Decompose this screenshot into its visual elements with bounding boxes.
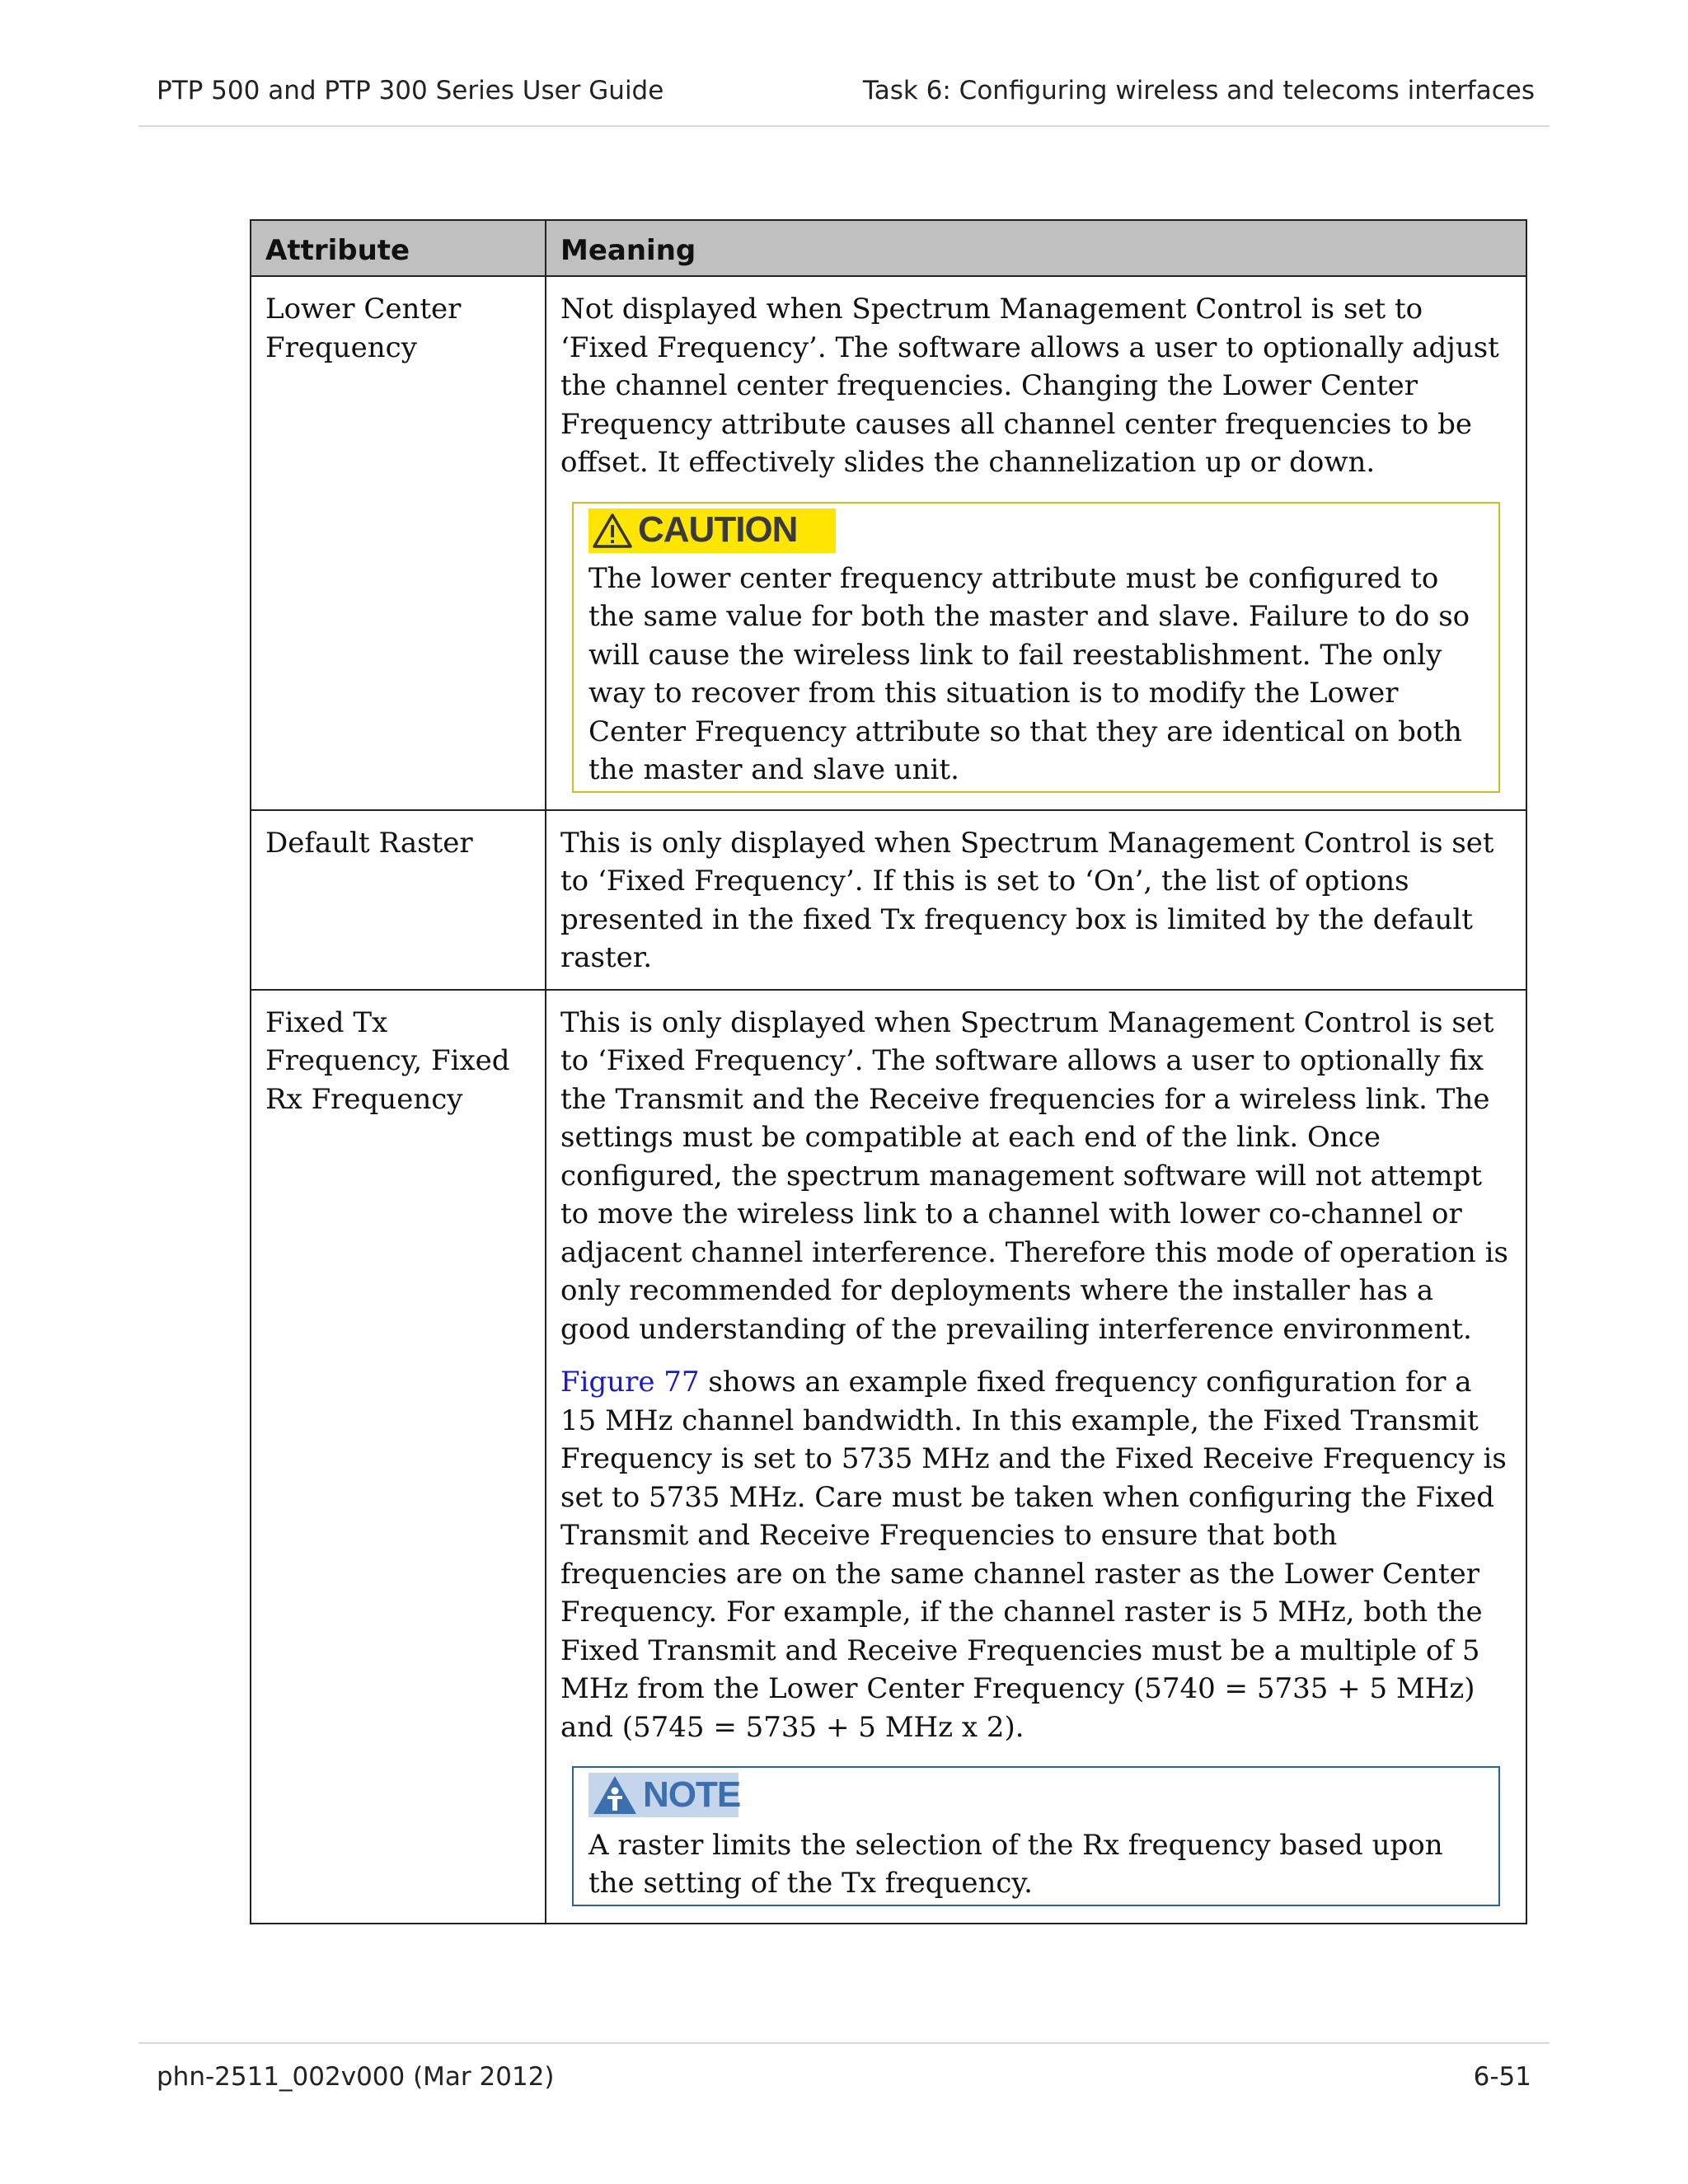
- header-section-title: Task 6: Configuring wireless and telecoms interfaces: [862, 76, 1535, 105]
- warning-triangle-icon: [592, 513, 633, 549]
- figure-paragraph-text: shows an example fixed frequency configuration for a 15 MHz channel bandwidth. In this example, the Fixed Transmit Frequency is set to 5735 MHz and the Fixed Receive Frequency is set to 5735 MHz. Care must be taken when configuring the Fixed Transmit and Receive Frequencies to ensure that both frequencies are on the same channel raster as the Lower Center Frequency. For example, if the channel raster is 5 MHz, both the Fixed Transmit and Receive Frequencies must be a multiple of 5 MHz from the Lower Center Frequency (5740 = 5735 + 5 MHz) and (5745 = 5735 + 5 MHz x 2).: [560, 1366, 1507, 1744]
- column-header-meaning: Meaning: [546, 220, 1526, 276]
- note-text: A raster limits the selection of the Rx frequency based upon the setting of the Tx frequency.: [588, 1828, 1443, 1900]
- attribute-cell: Fixed Tx Frequency, Fixed Rx Frequency: [251, 990, 546, 1924]
- page-footer: [138, 2042, 1550, 2093]
- meaning-paragraph: [560, 1363, 1512, 1746]
- meaning-paragraph: This is only displayed when Spectrum Management Control is set to ‘Fixed Frequency’. The software allows a user to optionally fix the Transmit and the Receive frequencies for a wireless link. The settings must be compatible at each end of the link. Once configured, the spectrum management software will not attempt to move the wireless link to a channel with lower co-channel or adjacent channel interference. Therefore this mode of operation is only recommended for deployments where the installer has a good understanding of the prevailing interference environment.: [560, 1005, 1508, 1346]
- meaning-cell: [546, 276, 1526, 810]
- meaning-cell: [546, 810, 1526, 990]
- figure-77-link[interactable]: Figure 77: [560, 1366, 700, 1399]
- meaning-cell: [546, 990, 1526, 1924]
- column-header-attribute: Attribute: [251, 220, 546, 276]
- table-row: [251, 990, 1526, 1924]
- caution-box: [572, 502, 1500, 793]
- caution-text: The lower center frequency attribute must be configured to the same value for both the master and slave. Failure to do so will cause the wireless link to fail reestablishment. The only way to recover from this situation is to modify the Lower Center Frequency attribute so that they are identical on both the master and slave unit.: [588, 561, 1470, 786]
- meaning-paragraph: This is only displayed when Spectrum Management Control is set to ‘Fixed Frequency’. If this is set to ‘On’, the list of options presented in the fixed Tx frequency box is limited by the default raster.: [560, 826, 1494, 974]
- footer-page-number: 6-51: [1473, 2062, 1531, 2092]
- note-label: NOTE: [643, 1774, 741, 1815]
- meaning-paragraph: Not displayed when Spectrum Management Control is set to ‘Fixed Frequency’. The software allows a user to optionally adjust the channel center frequencies. Changing the Lower Center Frequency attribute causes all channel center frequencies to be offset. It effectively slides the channelization up or down.: [560, 293, 1499, 479]
- caution-badge: [588, 509, 836, 553]
- table-row: [251, 810, 1526, 990]
- footer-document-id: phn-2511_002v000 (Mar 2012): [157, 2062, 555, 2092]
- attribute-table: [250, 219, 1527, 1924]
- table-header-row: [251, 220, 1526, 276]
- note-badge: [588, 1773, 741, 1817]
- note-box: [572, 1766, 1500, 1906]
- note-person-icon: [592, 1774, 638, 1816]
- table-row: [251, 276, 1526, 810]
- attribute-cell: Default Raster: [251, 810, 546, 990]
- page-header: [138, 76, 1550, 127]
- header-document-title: PTP 500 and PTP 300 Series User Guide: [157, 76, 664, 105]
- caution-label: CAUTION: [638, 509, 798, 551]
- attribute-cell: Lower Center Frequency: [251, 276, 546, 810]
